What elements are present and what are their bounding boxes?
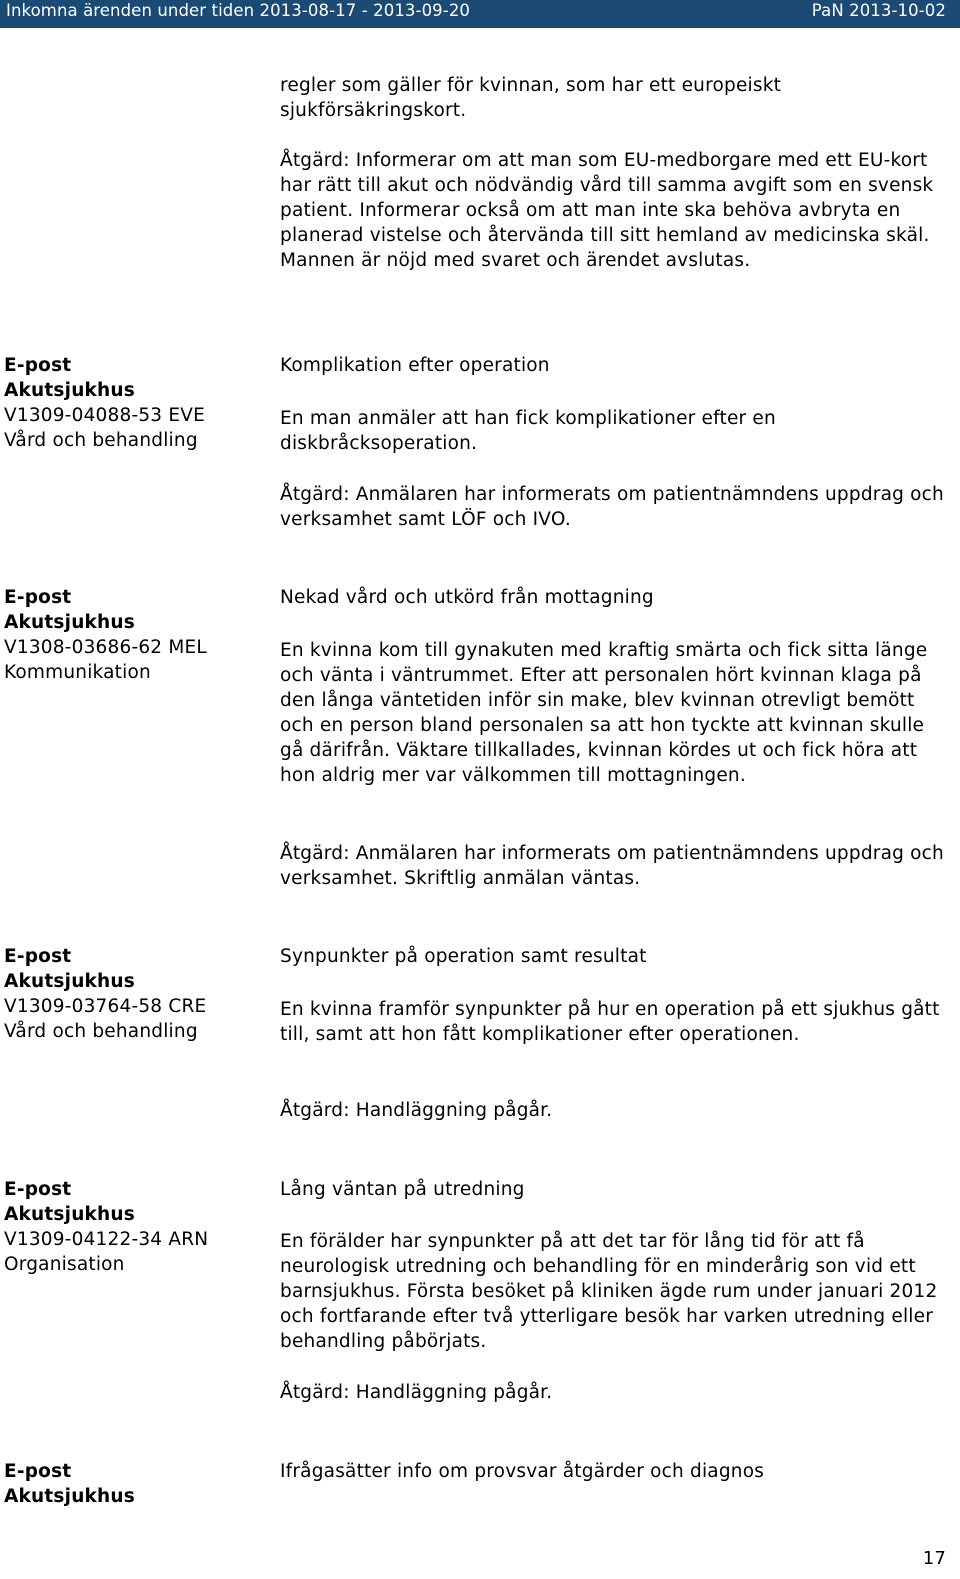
case-meta (4, 1459, 264, 1509)
case-action: Åtgärd: Handläggning pågår. (280, 1100, 553, 1121)
case-unit: Akutsjukhus (4, 612, 136, 633)
case-channel: E-post (4, 1461, 72, 1482)
case-id: V1309-03764-58 CRE (4, 996, 207, 1017)
case-title: Komplikation efter operation (280, 355, 550, 376)
case-meta (4, 1177, 264, 1277)
case-category: Organisation (4, 1254, 125, 1275)
case-description: En förälder har synpunkter på att det tar för lång tid för att få neurologisk utredning och behandling för en minderårig son vid ett barnsjukhus. Första besöket på kliniken ägde rum under januari 2012 och fortfarande efter två ytterligare besök har varken utredning eller behandling påbörjats. (280, 1231, 938, 1352)
case-id: V1308-03686-62 MEL (4, 637, 207, 658)
case-channel: E-post (4, 587, 72, 608)
case-action: Åtgärd: Anmälaren har informerats om patientnämndens uppdrag och verksamhet samt LÖF och IVO. (280, 484, 944, 530)
case-action: Åtgärd: Anmälaren har informerats om patientnämndens uppdrag och verksamhet. Skriftlig anmälan väntas. (280, 843, 944, 889)
case-meta (4, 585, 264, 685)
case-title: Nekad vård och utkörd från mottagning (280, 587, 654, 608)
case-unit: Akutsjukhus (4, 1204, 136, 1225)
case-channel: E-post (4, 946, 72, 967)
page-number: 17 (922, 1548, 946, 1569)
page-header (0, 0, 960, 28)
case-category: Vård och behandling (4, 1021, 198, 1042)
case-action: Åtgärd: Handläggning pågår. (280, 1382, 553, 1403)
case-description: En man anmäler att han fick komplikationer efter en diskbråcksoperation. (280, 408, 776, 454)
case-id: V1309-04088-53 EVE (4, 405, 205, 426)
intro-action: Åtgärd: Informerar om att man som EU-medborgare med ett EU-kort har rätt till akut och nödvändig vård till samma avgift som en svensk patient. Informerar också om att man inte ska behöva avbryta en planerad vistelse och återvända till sitt hemland av medicinska skäl. Mannen är nöjd med svaret och ärendet avslutas. (280, 150, 934, 271)
case-category: Vård och behandling (4, 430, 198, 451)
case-category: Kommunikation (4, 662, 151, 683)
case-title: Ifrågasätter info om provsvar åtgärder och diagnos (280, 1461, 765, 1482)
case-unit: Akutsjukhus (4, 380, 136, 401)
case-meta (4, 353, 264, 453)
case-unit: Akutsjukhus (4, 1486, 136, 1507)
case-channel: E-post (4, 1179, 72, 1200)
case-channel: E-post (4, 355, 72, 376)
header-date: PaN 2013-10-02 (811, 1, 946, 20)
case-meta (4, 944, 264, 1044)
case-unit: Akutsjukhus (4, 971, 136, 992)
case-title: Lång väntan på utredning (280, 1179, 525, 1200)
case-title: Synpunkter på operation samt resultat (280, 946, 647, 967)
case-description: En kvinna framför synpunkter på hur en operation på ett sjukhus gått till, samt att hon fått komplikationer efter operationen. (280, 999, 940, 1045)
intro-paragraph: regler som gäller för kvinnan, som har ett europeiskt sjukförsäkringskort. (280, 75, 782, 121)
case-id: V1309-04122-34 ARN (4, 1229, 209, 1250)
case-description: En kvinna kom till gynakuten med kraftig smärta och fick sitta länge och vänta i väntrummet. Efter att personalen hört kvinnan klaga på den långa väntetiden inför sin make, blev kvinnan otrevligt bemött och en person bland personalen sa att hon tyckte att kvinnan skulle gå därifrån. Väktare tillkallades, kvinnan kördes ut och fick höra att hon aldrig mer var välkommen till mottagningen. (280, 640, 928, 786)
header-title: Inkomna ärenden under tiden 2013-08-17 - 2013-09-20 (6, 1, 471, 20)
